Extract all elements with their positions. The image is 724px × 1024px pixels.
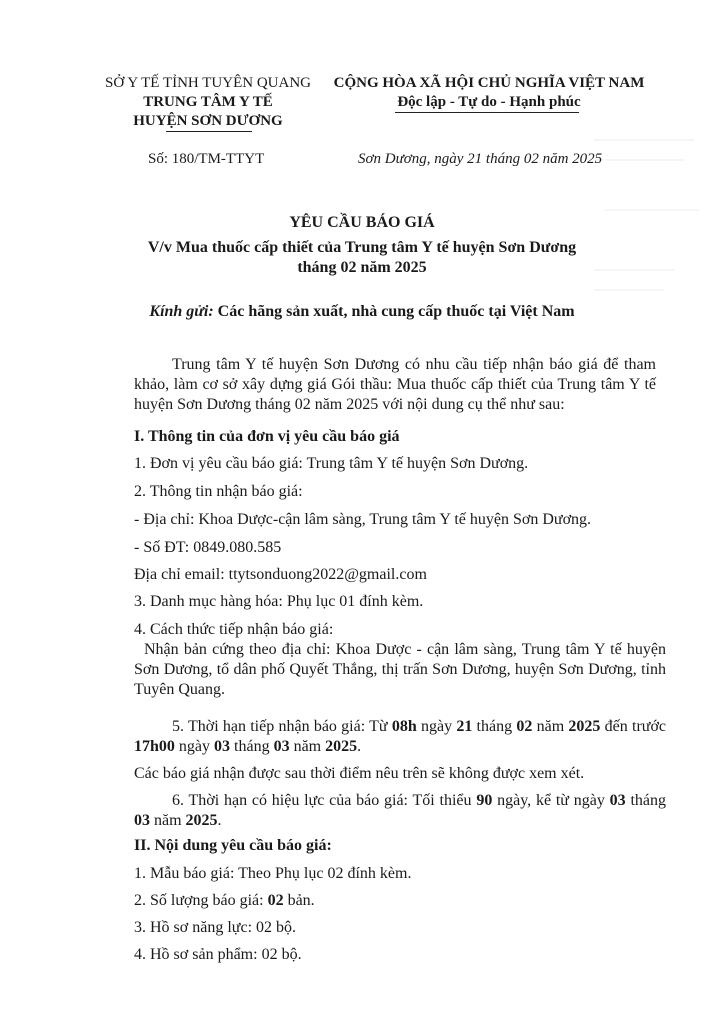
addressee-text: Các hãng sản xuất, nhà cung cấp thuốc tại Việt Nam	[217, 303, 575, 320]
s1-item5-text: .	[357, 738, 362, 755]
s1-item5-text: năm	[289, 738, 326, 755]
s1-item6-days: 90	[476, 792, 493, 809]
s1-item2: 2. Thông tin nhận báo giá:	[134, 483, 303, 500]
national-motto: Độc lập - Tự do - Hạnh phúc	[397, 94, 581, 110]
s1-item6-month: 03	[134, 812, 150, 829]
bleed-through-marks	[584, 120, 704, 320]
s1-item6-year: 2025	[185, 812, 218, 829]
s1-address: - Địa chỉ: Khoa Dược-cận lâm sàng, Trung tâm Y tế huyện Sơn Dương.	[134, 511, 592, 528]
s1-item3: 3. Danh mục hàng hóa: Phụ lục 01 đính kèm.	[134, 593, 424, 610]
s1-item5-text: ngày	[416, 718, 457, 735]
document-title: YÊU CẦU BÁO GIÁ	[289, 214, 435, 231]
s1-item6-text: năm	[150, 812, 186, 829]
s1-phone: - Số ĐT: 0849.080.585	[134, 539, 282, 556]
national-header	[326, 74, 652, 112]
s1-item6-text: tháng	[625, 792, 667, 809]
issuer-name: TRUNG TÂM Y TẾ	[143, 94, 273, 110]
s1-item6-text: ngày, kể từ ngày	[492, 792, 610, 809]
s1-item5-end-month: 03	[273, 738, 290, 755]
s1-item4: 4. Cách thức tiếp nhận báo giá:	[134, 621, 334, 638]
s1-email: Địa chỉ email: ttytsonduong2022@gmail.com	[134, 566, 427, 583]
s1-item5-text: tháng	[230, 738, 274, 755]
motto-underline	[395, 112, 579, 113]
s1-item5-end-day: 03	[214, 738, 231, 755]
s1-receive: Nhận bản cứng theo địa chỉ: Khoa Dược - cận lâm sàng, Trung tâm Y tế huyện Sơn Dương, tổ dân phố Quyết Thắng, thị trấn Sơn Dương, huyện Sơn Dương, tỉnh Tuyên Quang.	[134, 641, 666, 698]
s1-item5-end-hour: 17h00	[134, 738, 175, 755]
s1-item6	[134, 791, 666, 831]
s2-item4: 4. Hồ sơ sản phẩm: 02 bộ.	[134, 946, 302, 963]
national-title: CỘNG HÒA XÃ HỘI CHỦ NGHĨA VIỆT NAM	[333, 75, 645, 91]
issuer-parent: SỞ Y TẾ TỈNH TUYÊN QUANG	[105, 75, 311, 91]
s1-item5	[134, 717, 666, 757]
s1-item5-start-year: 2025	[568, 718, 601, 735]
addressee-label: Kính gửi:	[149, 303, 214, 320]
document-subject-month: tháng 02 năm 2025	[297, 259, 427, 276]
s1-item1: 1. Đơn vị yêu cầu báo giá: Trung tâm Y tế huyện Sơn Dương.	[134, 455, 529, 472]
s1-item5-text: đến trước	[600, 718, 667, 735]
s1-item5-text: ngày	[174, 738, 215, 755]
s2-item1: 1. Mẫu báo giá: Theo Phụ lục 02 đính kèm.	[134, 865, 412, 882]
s1-item5-end-year: 2025	[325, 738, 358, 755]
s1-item5-start-month: 02	[516, 718, 533, 735]
s1-item5-start-day: 21	[456, 718, 473, 735]
issuer-district: HUYỆN SƠN DƯƠNG	[133, 113, 283, 129]
s1-item5-text: năm	[532, 718, 569, 735]
intro-paragraph: Trung tâm Y tế huyện Sơn Dương có nhu cầu tiếp nhận báo giá để tham khảo, làm cơ sở xây dựng giá Gói thầu: Mua thuốc cấp thiết của Trung tâm Y tế huyện Sơn Dương tháng 02 năm 2025 với nội dung cụ thể như sau:	[134, 356, 656, 413]
s1-item5-start-hour: 08h	[391, 718, 417, 735]
s2-item2	[134, 891, 656, 911]
s1-late-notice: Các báo giá nhận được sau thời điểm nêu trên sẽ không được xem xét.	[134, 765, 585, 782]
s1-item6-text: 6. Thời hạn có hiệu lực của báo giá: Tối thiểu	[172, 792, 477, 809]
s2-item2-text: 2. Số lượng báo giá:	[134, 892, 268, 909]
s2-item3: 3. Hồ sơ năng lực: 02 bộ.	[134, 919, 297, 936]
s1-item5-text: 5. Thời hạn tiếp nhận báo giá: Từ	[172, 718, 392, 735]
issuer-block	[92, 74, 324, 131]
s2-item2-count: 02	[267, 892, 284, 909]
section2-heading: II. Nội dung yêu cầu báo giá:	[134, 837, 332, 854]
s1-item5-text: tháng	[472, 718, 517, 735]
s1-item6-text: .	[217, 812, 222, 829]
s2-item2-text: bản.	[283, 892, 315, 909]
place-date: Sơn Dương, ngày 21 tháng 02 năm 2025	[358, 151, 603, 167]
document-number: Số: 180/TM-TTYT	[148, 151, 265, 167]
issuer-underline	[166, 131, 252, 132]
s1-item6-day: 03	[609, 792, 626, 809]
document-subject: V/v Mua thuốc cấp thiết của Trung tâm Y tế huyện Sơn Dương	[147, 239, 577, 256]
section1-heading: I. Thông tin của đơn vị yêu cầu báo giá	[134, 428, 400, 445]
